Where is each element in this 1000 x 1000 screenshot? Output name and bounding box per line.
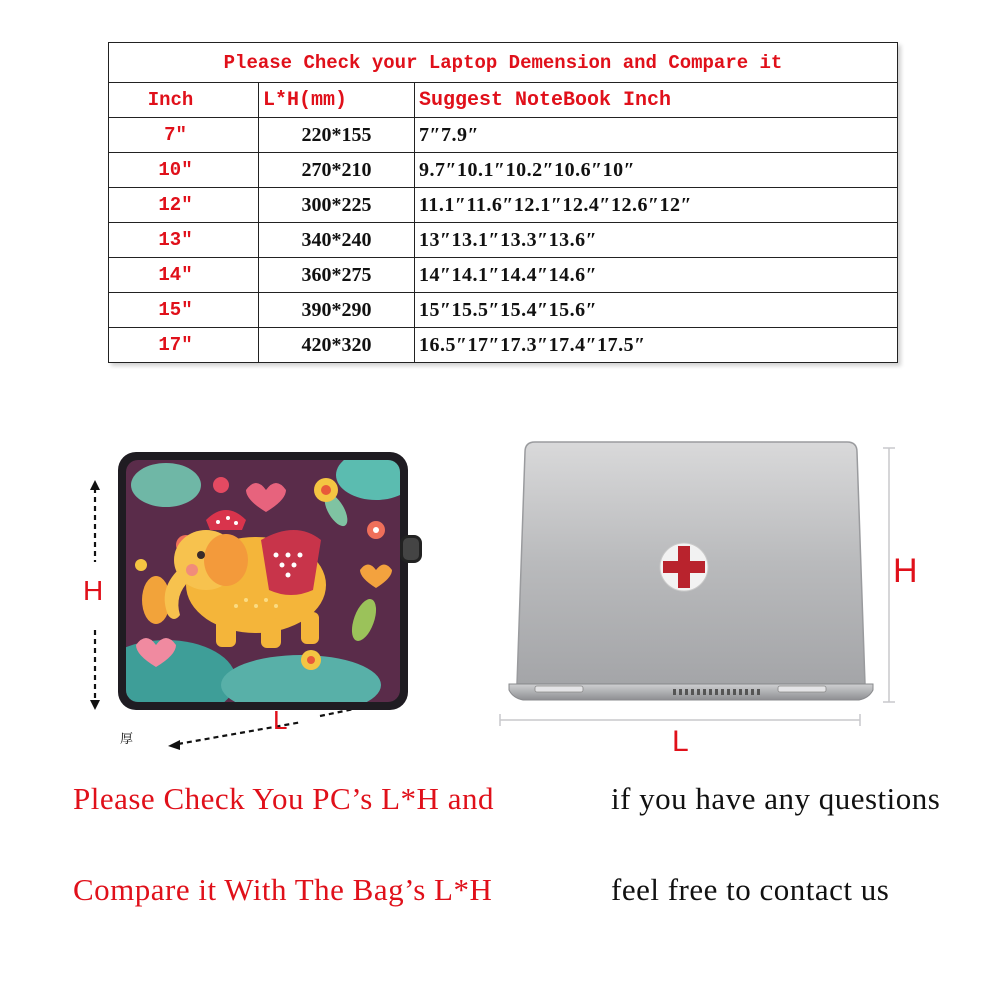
sleeve-length-label: L	[273, 705, 288, 735]
cell-inch: 14″	[109, 258, 259, 293]
sleeve-height-label: H	[83, 575, 104, 606]
cell-size: 360*275	[259, 258, 415, 293]
cell-suggest: 7″7.9″	[415, 118, 898, 153]
table-row	[109, 188, 898, 223]
caption-questions-line1: if you have any questions	[611, 781, 941, 816]
sleeve-diagram	[70, 440, 430, 760]
cell-size: 270*210	[259, 153, 415, 188]
cell-inch: 15″	[109, 293, 259, 328]
table-header-row	[109, 83, 898, 118]
cell-inch: 10″	[109, 153, 259, 188]
caption-check-line2: Compare it With The Bag’s L*H	[73, 872, 493, 907]
table-row	[109, 258, 898, 293]
cell-inch: 12″	[109, 188, 259, 223]
cell-inch: 13″	[109, 223, 259, 258]
cell-suggest: 16.5″17″17.3″17.4″17.5″	[415, 328, 898, 363]
table-title: Please Check your Laptop Demension and Compare it	[109, 43, 898, 83]
cell-size: 390*290	[259, 293, 415, 328]
header-suggest: Suggest NoteBook Inch	[415, 83, 898, 118]
cell-suggest: 14″14.1″14.4″14.6″	[415, 258, 898, 293]
cell-size: 420*320	[259, 328, 415, 363]
caption-check-line1: Please Check You PC’s L*H and	[73, 781, 494, 816]
laptop-length-label: L	[672, 725, 689, 758]
table-row	[109, 293, 898, 328]
header-inch: Inch	[109, 83, 259, 118]
cell-size: 220*155	[259, 118, 415, 153]
laptop-diagram	[495, 440, 935, 770]
caption-questions-line2: feel free to contact us	[611, 872, 890, 907]
table-title-row	[109, 43, 898, 83]
table-row	[109, 153, 898, 188]
zipper-pull	[400, 535, 422, 563]
table-row	[109, 223, 898, 258]
laptop-sleeve-image	[118, 452, 408, 710]
elephant-pattern-illustration	[126, 460, 400, 702]
cell-suggest: 13″13.1″13.3″13.6″	[415, 223, 898, 258]
sleeve-thickness-label: 厚	[120, 732, 134, 747]
header-size: L*H(mm)	[259, 83, 415, 118]
cell-suggest: 11.1″11.6″12.1″12.4″12.6″12″	[415, 188, 898, 223]
size-comparison-table	[108, 42, 898, 363]
cell-suggest: 9.7″10.1″10.2″10.6″10″	[415, 153, 898, 188]
table-row	[109, 328, 898, 363]
laptop-image	[495, 440, 935, 770]
cell-inch: 17″	[109, 328, 259, 363]
table-row	[109, 118, 898, 153]
laptop-height-label: H	[893, 552, 918, 590]
cell-size: 300*225	[259, 188, 415, 223]
cell-size: 340*240	[259, 223, 415, 258]
cell-inch: 7″	[109, 118, 259, 153]
cell-suggest: 15″15.5″15.4″15.6″	[415, 293, 898, 328]
